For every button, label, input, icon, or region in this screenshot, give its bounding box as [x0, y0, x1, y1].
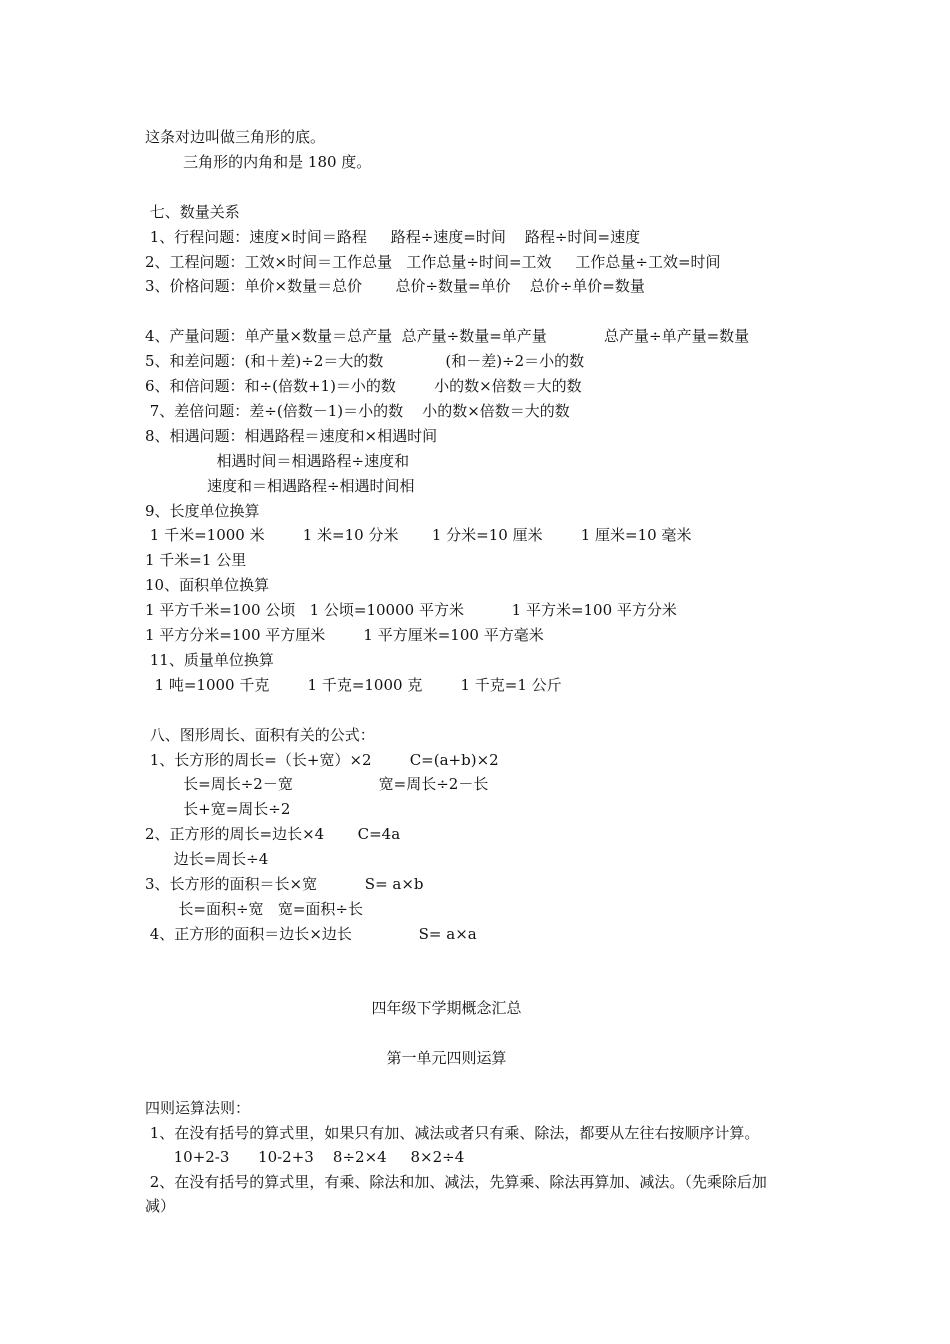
text-line: 2、工程问题：工效×时间＝工作总量 工作总量÷时间=工效 工作总量÷工效=时间	[145, 252, 721, 271]
text-line: 相遇时间＝相遇路程÷速度和	[145, 451, 410, 470]
text-line: 1、在没有括号的算式里，如果只有加、减法或者只有乘、除法，都要从左往右按顺序计算。	[145, 1123, 760, 1142]
text-line: 长=周长÷2－宽 宽=周长÷2－长	[145, 775, 489, 794]
text-line: 边长=周长÷4	[145, 850, 269, 869]
text-line: 1 吨=1000 千克 1 千克=1000 克 1 千克=1 公斤	[145, 675, 562, 694]
doc-title: 四年级下学期概念汇总	[371, 999, 522, 1017]
text-line: 减）	[145, 1197, 176, 1215]
text-line: 8、相遇问题：相遇路程＝速度和×相遇时间	[145, 426, 438, 445]
text-line: 5、和差问题：(和＋差)÷2＝大的数 (和－差)÷2＝小的数	[145, 352, 585, 371]
text-line: 2、正方形的周长=边长×4 C=4a	[145, 825, 401, 844]
text-line: 1 平方分米=100 平方厘米 1 平方厘米=100 平方毫米	[145, 626, 544, 644]
text-line: 7、差倍问题：差÷(倍数－1)＝小的数 小的数×倍数＝大的数	[145, 401, 570, 420]
text-line: 1 千米=1 公里	[145, 551, 247, 570]
text-line: 1、行程问题：速度×时间＝路程 路程÷速度=时间 路程÷时间=速度	[145, 227, 641, 246]
text-line: 1 平方千米=100 公顷 1 公顷=10000 平方米 1 平方米=100 平方分米	[145, 601, 677, 620]
text-line: 11、质量单位换算	[145, 650, 274, 669]
text-line: 1、长方形的周长=（长+宽）×2 C=(a+b)×2	[145, 750, 499, 769]
text-line: 2、在没有括号的算式里，有乘、除法和加、减法，先算乘、除法再算加、减法。（先乘除后加	[145, 1172, 767, 1191]
text-line: 9、长度单位换算	[145, 501, 260, 520]
text-line: 1 千米=1000 米 1 米=10 分米 1 分米=10 厘米 1 厘米=10 毫米	[145, 526, 692, 545]
text-line: 速度和＝相遇路程÷相遇时间相	[145, 476, 415, 495]
text-line: 3、价格问题：单价×数量＝总价 总价÷数量=单价 总价÷单价=数量	[145, 277, 645, 296]
text-line: 长+宽=周长÷2	[145, 800, 291, 819]
text-line: 长=面积÷宽 宽=面积÷长	[145, 899, 363, 918]
text-line: 10、面积单位换算	[145, 576, 270, 595]
text-line: 七、数量关系	[145, 202, 240, 221]
section-title: 第一单元四则运算	[386, 1049, 507, 1067]
text-line: 10+2-3 10-2+3 8÷2×4 8×2÷4	[145, 1148, 465, 1166]
text-line: 三角形的内角和是 180 度。	[145, 152, 372, 171]
text-line: 四则运算法则：	[145, 1099, 251, 1117]
text-line: 八、图形周长、面积有关的公式：	[145, 725, 375, 744]
text-line: 3、长方形的面积＝长×宽 S= a×b	[145, 875, 424, 893]
text-line: 这条对边叫做三角形的底。	[145, 128, 326, 146]
text-line: 4、正方形的面积＝边长×边长 S= a×a	[145, 924, 477, 943]
text-line: 6、和倍问题：和÷(倍数+1)＝小的数 小的数×倍数＝大的数	[145, 377, 582, 395]
text-line: 4、产量问题：单产量×数量＝总产量 总产量÷数量=单产量 总产量÷单产量=数量	[145, 327, 750, 346]
